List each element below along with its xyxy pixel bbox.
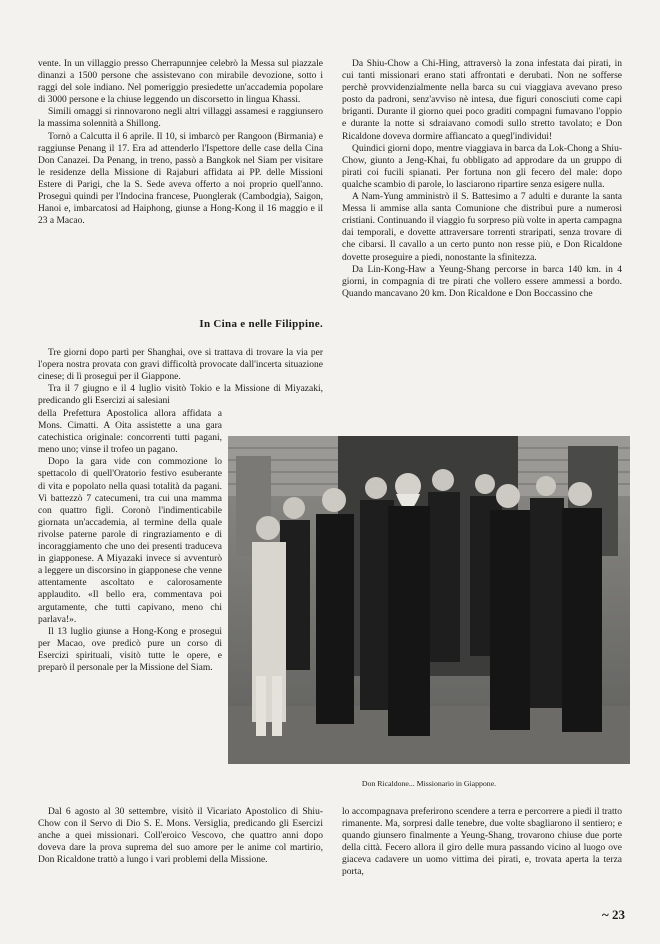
right-column-top — [342, 58, 622, 300]
paragraph: Da Shiu-Chow a Chi-Hing, attraversò la zona infestata dai pirati, in cui tanti missionari erano stati affrontati e derubati. Non ne sofferse perchè provvidenzialmente nella barca su cui viaggiava avevano preso posto da padroni, senz'avviso nè intesa, due figuri conosciuti come capi briganti. Durante il giorno quei poco graditi compagni fumavano l'oppio e durante la notte si sdraiavano comodi sullo stretto tavolato; e Don Ricaldone doveva dormire affiancato a quegl'individui! — [342, 59, 622, 142]
paragraph: lo accompagnava preferirono scendere a terra e percorrere a piedi il tratto rimanente. Ma, sorpresi dalle tenebre, due volte sbagliarono il sentiero; e quando giunsero finalmente a Yeung-Shang, trovarono chiuse due porte della città. Fecero allora il giro delle mura passando vicino al luogo ove giaceva cadavere un uomo vittima dei pirati, e, trovata aperta la terza porta, — [342, 807, 622, 878]
paragraph: Simili omaggi si rinnovarono negli altri villaggi assamesi e raggiunsero la massima solennità a Shillong. — [38, 107, 323, 130]
paragraph: Il 13 luglio giunse a Hong-Kong e proseguì per Macao, ove predicò pure un corso di Esercizi spirituali, visitò tutte le opere, e preparò il personale per la Missione del Siam. — [38, 626, 222, 673]
paragraph: Dopo la gara vide con commozione lo spettacolo di quell'Oratorio festivo esuberante di vita e popolato nella quasi totalità da pagani. Vi battezzò 7 catecumeni, tra cui una mamma con quattro figli. Coronò l'indimenticabile giornata un'accademia, al termine della quale rivolse paterne parole di ringraziamento e di incoraggiamento che uno dei presenti traduceva in giapponese. A Miyazaki invece si avventurò a leggere un discorsino in giapponese che venne attentamente ascoltato e calorosamente applaudito. «Il bello era, commentava poi argutamente, che tutti capivano, meno chi parlava!». — [38, 457, 222, 625]
photo-caption: Don Ricaldone... Missionario in Giappone. — [361, 779, 497, 788]
page-number: ~ 23 — [601, 907, 625, 922]
paragraph: Quindici giorni dopo, mentre viaggiava in barca da Lok-Chong a Shiu-Chow, giunto a Jeng-Khai, fu obbligato ad approdare da un gruppo di pirati coi fucili spianati. Per fortuna non gli fecero del male: dopo qualche scambio di parole, lo lasciarono ripartire senza esigere nulla. — [342, 143, 622, 190]
group-photo — [228, 436, 630, 764]
section-heading: In Cina e nelle Filippine. — [199, 318, 323, 330]
paragraph: Da Lin-Kong-Haw a Yeung-Shang percorse in barca 140 km. in 4 giorni, in compagnia di tre pirati che vollero essere ammessi a bordo. Quando mancavano 20 km. Don Ricaldone e Don Boccassino che — [342, 264, 622, 299]
paragraph: vente. In un villaggio presso Cherrapunnjee celebrò la Messa sul piazzale dinanzi a 1500 persone che assistevano con mirabile devozione, sotto i raggi del sole indiano. Nel pomeriggio presiedette un'accademia popolare di 3000 persone e la chiuse leggendo un discorsetto in lingua Khassi. — [38, 59, 323, 106]
paragraph: Dal 6 agosto al 30 settembre, visitò il Vicariato Apostolico di Shiu-Chow con il Servo di Dio S. E. Mons. Versiglia, predicando gli Esercizi anche a quei missionari. Coll'eroico Vescovo, che quattro anni dopo doveva dare la prova suprema del suo amore per le anime col martirio, Don Ricaldone trattò a lungo i vari problemi della Missione. — [38, 807, 323, 866]
paragraph: Tornò a Calcutta il 6 aprile. Il 10, si imbarcò per Rangoon (Birmania) e raggiunse Penang il 17. Era ad attenderlo l'Ispettore delle case della Cina Don Canazei. Da Penang, in treno, passò a Bangkok nel Siam per visitare le residenze della Missione di Rajaburi affidata ai PP. delle Missioni Estere di Parigi, che la S. Sede aveva offerto a noi proprio quell'anno. Proseguì quindi per l'Indocina francese, Puonglerak (Cambodgia), Saigon, Hanoi e, imbarcatosi ad Haiphong, giunse a Hong-Kong il 16 maggio e il 23 a Macao. — [38, 131, 323, 227]
left-column-narrow — [38, 408, 222, 674]
right-column-bottom — [342, 806, 622, 879]
left-column-top — [38, 58, 323, 227]
left-column-bottom — [38, 806, 323, 866]
paragraph: Tre giorni dopo partì per Shanghai, ove si trattava di trovare la via per l'opera nostra provata con gravi difficoltà provocate dall'incerta situazione cinese; di lì proseguì per il Giappone. — [38, 348, 323, 383]
left-column-mid — [38, 347, 323, 407]
paragraph: della Prefettura Apostolica allora affidata a Mons. Cimatti. A Oita assistette a una gara catechistica originale: concorrenti tutti pagani, meno uno; vinse il trofeo un pagano. — [38, 409, 222, 456]
paragraph: Tra il 7 giugno e il 4 luglio visitò Tokio e la Missione di Miyazaki, predicando gli Esercizi ai salesiani — [38, 384, 323, 407]
paragraph: A Nam-Yung amministrò il S. Battesimo a 7 adulti e durante la santa Messa li ammise alla santa Comunione che distribuì pure a numerosi cristiani. Continuando il viaggio fu sorpreso più volte in aperta campagna dai temporali, e dovette attraversare torrenti straripati, senza trovare di che cibarsi. Il cavallo a un certo punto non resse più, e Don Ricaldone dovette proseguire a piedi, nonostante la sfinitezza. — [342, 192, 622, 263]
